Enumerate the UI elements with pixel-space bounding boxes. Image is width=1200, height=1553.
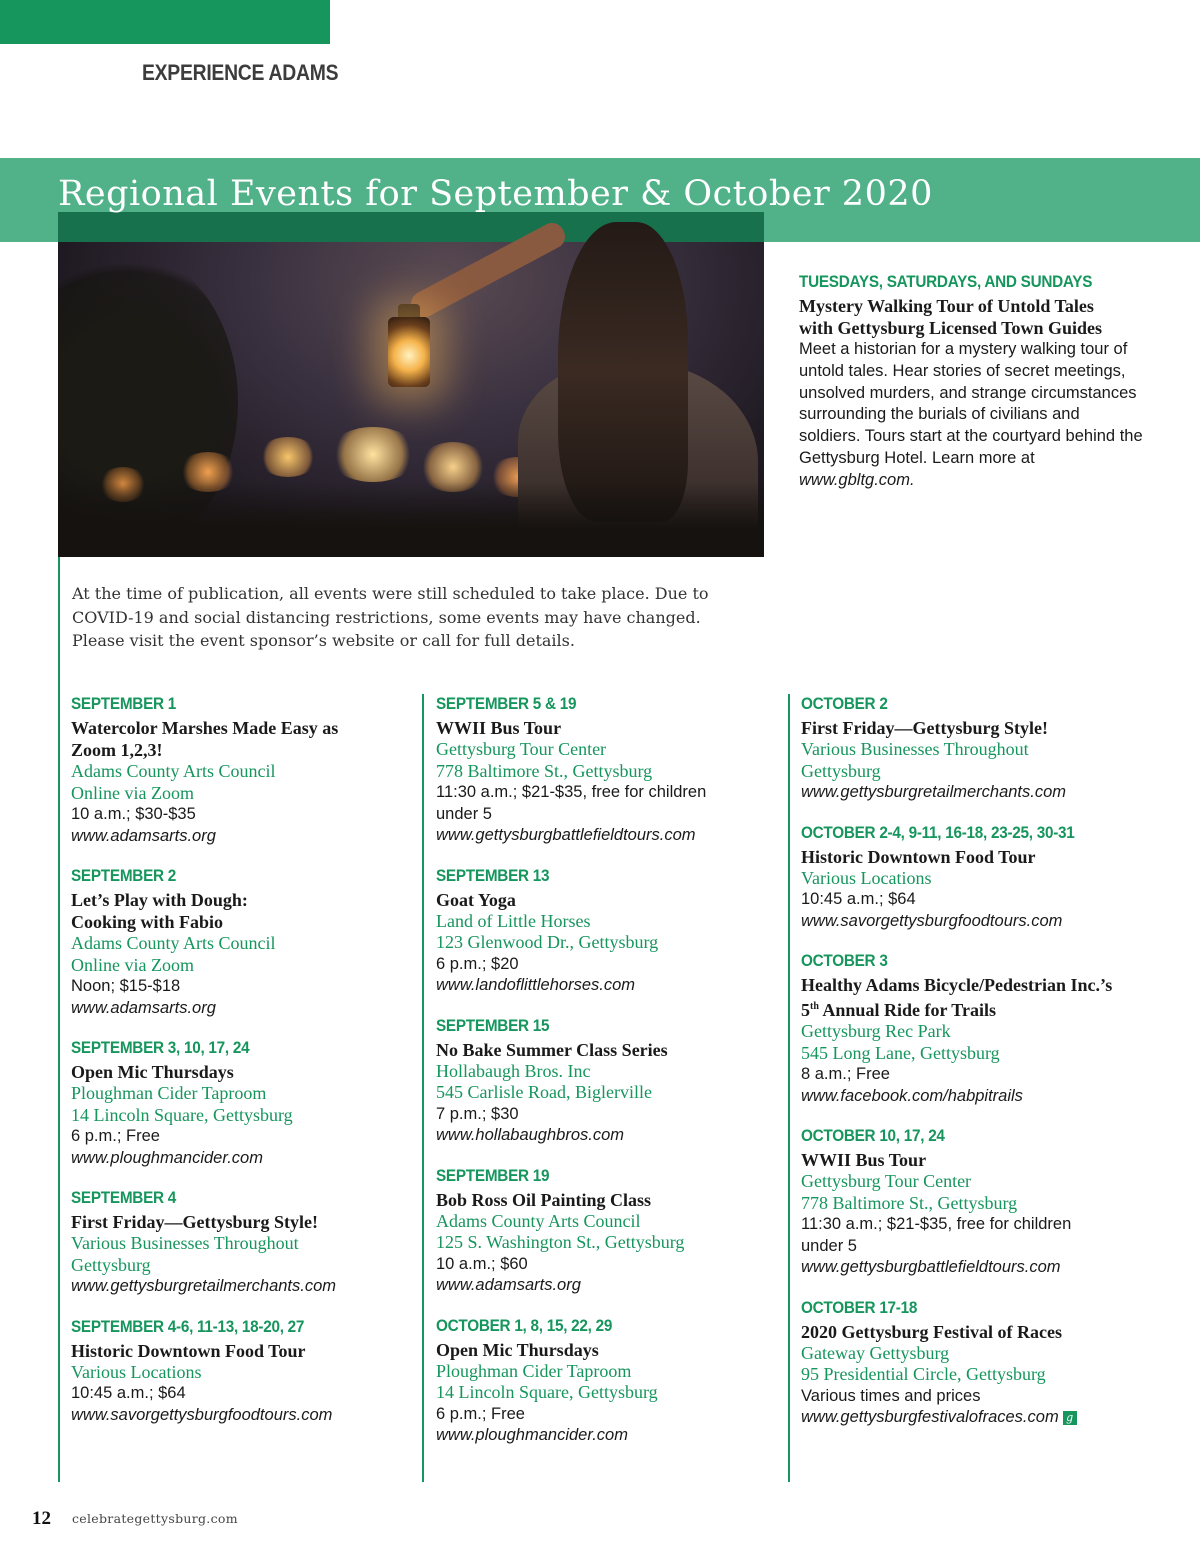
event-info: 10 a.m.; $60 xyxy=(436,1254,528,1273)
event-venue: Hollabaugh Bros. Inc xyxy=(436,1060,591,1081)
events-column-1 xyxy=(71,694,411,1445)
event-venue: Adams County Arts Council xyxy=(71,933,276,953)
event-address: 545 Long Lane, Gettysburg xyxy=(801,1042,1000,1063)
event-name: No Bake Summer Class Series xyxy=(436,1039,668,1060)
event-url-row xyxy=(801,1407,1161,1429)
event-address: 125 S. Washington St., Gettysburg xyxy=(436,1232,685,1252)
page-number: 12 xyxy=(32,1508,51,1529)
event-item xyxy=(436,1166,776,1297)
event-description xyxy=(799,339,1144,492)
event-info: Noon; $15-$18 xyxy=(71,977,181,995)
event-date: SEPTEMBER 15 xyxy=(436,1015,550,1035)
event-address: 778 Baltimore St., Gettysburg xyxy=(436,760,653,781)
event-info: 6 p.m.; Free xyxy=(436,1404,525,1423)
event-info: 10 a.m.; $30-$35 xyxy=(71,805,196,823)
woman-hair xyxy=(558,222,688,522)
event-venue: Gettysburg Tour Center xyxy=(801,1171,972,1191)
bokeh-light xyxy=(258,437,318,477)
event-name: Watercolor Marshes Made Easy as Zoom 1,2,3! xyxy=(71,718,339,760)
event-url[interactable]: www.savorgettysburgfoodtours.com xyxy=(801,911,1063,930)
grass-foreground xyxy=(58,482,764,557)
event-url[interactable]: www.gettysburgfestivalofraces.com xyxy=(801,1408,1059,1426)
event-venue: Adams County Arts Council xyxy=(436,1210,641,1231)
section-label: EXPERIENCE ADAMS xyxy=(142,60,339,85)
event-item xyxy=(436,1016,776,1147)
event-venue: Gateway Gettysburg xyxy=(801,1342,950,1363)
event-venue: Land of Little Horses xyxy=(436,910,591,931)
event-item xyxy=(71,694,411,847)
event-info: 11:30 a.m.; $21-$35, free for children under 5 xyxy=(436,783,707,823)
event-info: Various times and prices xyxy=(801,1386,981,1405)
event-name: Let’s Play with Dough: Cooking with Fabio xyxy=(71,890,248,932)
event-info: 6 p.m.; $20 xyxy=(436,954,519,973)
event-info: 10:45 a.m.; $64 xyxy=(71,1384,186,1402)
event-url[interactable]: www.gettysburgretailmerchants.com xyxy=(801,783,1067,801)
event-name-line2: with Gettysburg Licensed Town Guides xyxy=(799,318,1103,338)
event-item xyxy=(801,951,1161,1107)
event-address: 95 Presidential Circle, Gettysburg xyxy=(801,1364,1046,1384)
event-item xyxy=(71,1188,411,1298)
event-name: Mystery Walking Tour of Untold Tales xyxy=(799,296,1094,316)
event-date: SEPTEMBER 13 xyxy=(436,865,550,885)
event-date: TUESDAYS, SATURDAYS, AND SUNDAYS xyxy=(799,272,1093,291)
event-address: 123 Glenwood Dr., Gettysburg xyxy=(436,932,659,952)
bokeh-light xyxy=(328,427,418,482)
event-date: SEPTEMBER 4-6, 11-13, 18-20, 27 xyxy=(71,1316,305,1336)
event-name: First Friday—Gettysburg Style! xyxy=(71,1212,318,1232)
event-item xyxy=(801,1298,1161,1429)
event-date: OCTOBER 1, 8, 15, 22, 29 xyxy=(436,1315,613,1335)
event-name: Bob Ross Oil Painting Class xyxy=(436,1189,652,1210)
event-date: SEPTEMBER 19 xyxy=(436,1165,550,1185)
event-address: Online via Zoom xyxy=(71,954,194,975)
event-url[interactable]: www.gettysburgretailmerchants.com xyxy=(71,1277,337,1295)
event-item xyxy=(436,866,776,997)
event-date: OCTOBER 2-4, 9-11, 16-18, 23-25, 30-31 xyxy=(801,822,1075,842)
event-date: OCTOBER 10, 17, 24 xyxy=(801,1126,945,1145)
event-name-line2 xyxy=(801,996,1161,1021)
event-url[interactable]: www.ploughmancider.com xyxy=(436,1426,628,1444)
footer-site: celebrategettysburg.com xyxy=(72,1511,238,1526)
event-date: SEPTEMBER 1 xyxy=(71,694,177,713)
event-description-text: Meet a historian for a mystery walking tour of untold tales. Hear stories of secret meetings, unsolved murders, and strange circumstances surrounding the burials of civilians and soldiers. Tours start at the courtyard behind the Gettysburg Hotel. Learn more at xyxy=(799,340,1143,467)
end-mark-icon: g xyxy=(1063,1411,1077,1425)
event-venue: Ploughman Cider Taproom xyxy=(71,1083,267,1103)
event-info: 10:45 a.m.; $64 xyxy=(801,890,916,908)
event-item xyxy=(436,694,776,847)
event-venue: Various Locations xyxy=(801,867,932,888)
column-divider xyxy=(422,694,424,1482)
event-address: 14 Lincoln Square, Gettysburg xyxy=(436,1382,658,1402)
event-info: 8 a.m.; Free xyxy=(801,1065,890,1083)
event-venue: Ploughman Cider Taproom xyxy=(436,1360,632,1381)
event-name: Open Mic Thursdays xyxy=(71,1062,234,1082)
event-item xyxy=(71,1317,411,1427)
header-accent-bar xyxy=(0,0,330,44)
event-url[interactable]: www.facebook.com/habpitrails xyxy=(801,1086,1023,1105)
event-date: OCTOBER 2 xyxy=(801,694,888,713)
event-item xyxy=(801,694,1161,804)
event-name: WWII Bus Tour xyxy=(436,718,562,738)
lantern-photo xyxy=(58,212,764,557)
events-column-2 xyxy=(436,694,776,1466)
event-name-number: 5 xyxy=(801,1000,810,1020)
page-title: Regional Events for September & October 2020 xyxy=(58,174,933,214)
event-name: 2020 Gettysburg Festival of Races xyxy=(801,1321,1062,1342)
event-url[interactable]: www.adamsarts.org xyxy=(71,826,216,845)
event-url[interactable]: www.landoflittlehorses.com xyxy=(436,976,635,994)
event-info: 7 p.m.; $30 xyxy=(436,1104,519,1123)
event-url[interactable]: www.adamsarts.org xyxy=(71,998,216,1017)
event-venue: Gettysburg Rec Park xyxy=(801,1021,951,1041)
lantern-icon xyxy=(388,317,430,387)
event-name: Healthy Adams Bicycle/Pedestrian Inc.’s xyxy=(801,975,1113,995)
event-url[interactable]: www.gbltg.com. xyxy=(799,470,915,489)
event-name: Historic Downtown Food Tour xyxy=(71,1340,306,1361)
event-name: Historic Downtown Food Tour xyxy=(801,846,1036,867)
event-url[interactable]: www.gettysburgbattlefieldtours.com xyxy=(801,1258,1061,1276)
event-item xyxy=(71,866,411,1019)
event-date: SEPTEMBER 4 xyxy=(71,1188,177,1207)
event-url[interactable]: www.adamsarts.org xyxy=(436,1276,581,1294)
events-column-3 xyxy=(801,694,1161,1448)
event-address: Online via Zoom xyxy=(71,782,194,803)
event-venue: Various Businesses Throughout Gettysburg xyxy=(801,739,1029,781)
event-venue: Various Locations xyxy=(71,1361,202,1382)
intro-note: At the time of publication, all events were still scheduled to take place. Due to COVID-19 and social distancing restrictions, some events may have changed. Please visit the event sponsor’s website or call for full details. xyxy=(72,584,709,650)
event-url[interactable]: www.gettysburgbattlefieldtours.com xyxy=(436,826,696,844)
event-date: SEPTEMBER 2 xyxy=(71,866,177,885)
event-item xyxy=(801,823,1161,933)
event-address: 545 Carlisle Road, Biglerville xyxy=(436,1082,652,1102)
event-name: WWII Bus Tour xyxy=(801,1150,927,1170)
event-url[interactable]: www.ploughmancider.com xyxy=(71,1148,263,1167)
event-date: SEPTEMBER 3, 10, 17, 24 xyxy=(71,1038,250,1057)
event-address: 778 Baltimore St., Gettysburg xyxy=(801,1192,1018,1213)
event-item xyxy=(436,1316,776,1447)
event-venue: Adams County Arts Council xyxy=(71,761,276,781)
event-item xyxy=(801,1126,1161,1279)
event-url[interactable]: www.savorgettysburgfoodtours.com xyxy=(71,1405,333,1424)
column-divider xyxy=(788,694,790,1482)
event-info: 11:30 a.m.; $21-$35, free for children under 5 xyxy=(801,1215,1072,1255)
event-date: OCTOBER 17-18 xyxy=(801,1297,918,1317)
event-date: OCTOBER 3 xyxy=(801,951,888,970)
event-name: Goat Yoga xyxy=(436,889,516,910)
event-date: SEPTEMBER 5 & 19 xyxy=(436,694,577,713)
event-venue: Various Businesses Throughout Gettysburg xyxy=(71,1233,299,1275)
event-name-rest: Annual Ride for Trails xyxy=(818,1000,996,1020)
event-url[interactable]: www.hollabaughbros.com xyxy=(436,1126,625,1144)
event-name: First Friday—Gettysburg Style! xyxy=(801,718,1048,738)
event-info: 6 p.m.; Free xyxy=(71,1127,160,1145)
side-event xyxy=(799,272,1144,492)
event-item xyxy=(71,1038,411,1169)
event-name-sup: th xyxy=(810,1001,819,1012)
left-rule xyxy=(58,557,60,1482)
event-venue: Gettysburg Tour Center xyxy=(436,739,607,759)
event-name: Open Mic Thursdays xyxy=(436,1339,599,1360)
event-address: 14 Lincoln Square, Gettysburg xyxy=(71,1104,293,1125)
lantern-cap xyxy=(398,304,420,318)
